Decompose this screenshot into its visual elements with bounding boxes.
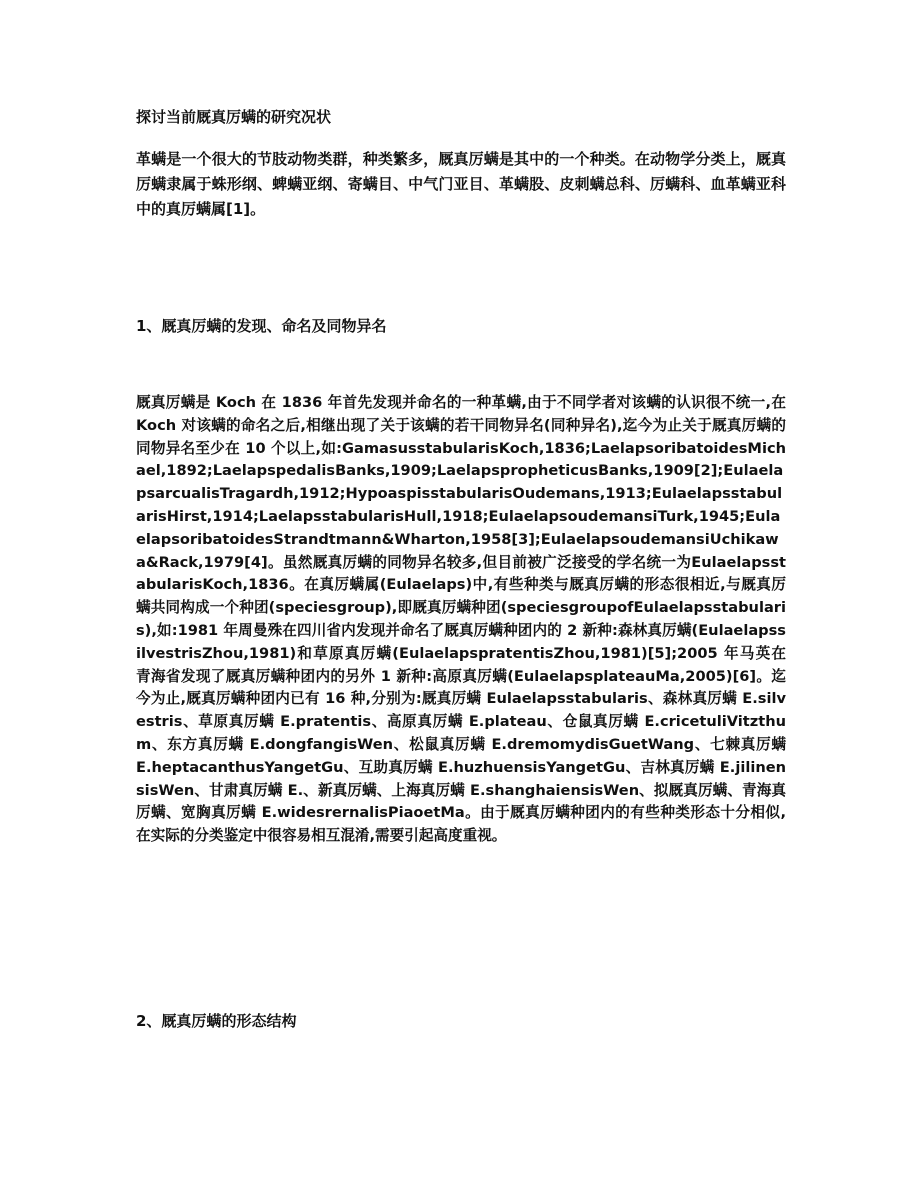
section-1-heading: 1、厩真厉螨的发现、命名及同物异名 <box>136 317 387 335</box>
section-1-body: 厩真厉螨是 Koch 在 1836 年首先发现并命名的一种革螨,由于不同学者对该螨的认识很不统一,在 Koch 对该螨的命名之后,相继出现了关于该螨的若干同物异名(同种异名),迄今为止关于厩真厉螨的同物异名至少在 10 个以上,如:GamasusstabularisKoch,1836;LaelapsoribatoidesMichael,1892;LaelapspedalisBanks,1909;LaelapspropheticusBanks,1909[2];EulaelapsarcualisTragardh,1912;HypoaspisstabularisOudemans,1913;EulaelapsstabularisHirst,1914;LaelapsstabularisHull,1918;EulaelapsoudemansiTurk,1945;EulaelapsoribatoidesStrandtmann&Wharton,1958[3];EulaelapsoudemansiUchikawa&Rack,1979[4]。虽然厩真厉螨的同物异名较多,但目前被广泛接受的学名统一为EulaelapsstabularisKoch,1836。在真厉螨属(Eulaelaps)中,有些种类与厩真厉螨的形态很相近,与厩真厉螨共同构成一个种团(speciesgroup),即厩真厉螨种团(speciesgroupofEulaelapsstabularis),如:1981 年周曼殊在四川省内发现并命名了厩真厉螨种团内的 2 新种:森林真厉螨(EulaelapssilvestrisZhou,1981)和草原真厉螨(EulaelapspratentisZhou,1981)[5];2005 年马英在青海省发现了厩真厉螨种团内的另外 1 新种:高原真厉螨(EulaelapsplateauMa,2005)[6]。迄今为止,厩真厉螨种团内已有 16 种,分别为:厩真厉螨 Eulaelapsstabularis、森林真厉螨 E.silvestris、草原真厉螨 E.pratentis、高原真厉螨 E.plateau、仓鼠真厉螨 E.cricetuliVitzthum、东方真厉螨 E.dongfangisWen、松鼠真厉螨 E.dremomydisGuetWang、七棘真厉螨 E.heptacanthusYangetGu、互助真厉螨 E.huzhuensisYangetGu、吉林真厉螨 E.jilinensisWen、甘肃真厉螨 E.、新真厉螨、上海真厉螨 E.shanghaiensisWen、拟厩真厉螨、青海真厉螨、宽胸真厉螨 E.widesrernalisPiaoetMa。由于厩真厉螨种团内的有些种类形态十分相似,在实际的分类鉴定中很容易相互混淆,需要引起高度重视。 <box>136 394 786 845</box>
document-title: 探讨当前厩真厉螨的研究况状 <box>136 108 332 126</box>
intro-paragraph: 革螨是一个很大的节肢动物类群，种类繁多，厩真厉螨是其中的一个种类。在动物学分类上，厩真厉螨隶属于蛛形纲、蜱螨亚纲、寄螨目、中气门亚目、革螨股、皮刺螨总科、厉螨科、血革螨亚科中的真厉螨属[1]。 <box>136 150 786 218</box>
section-2-heading: 2、厩真厉螨的形态结构 <box>136 1012 297 1030</box>
